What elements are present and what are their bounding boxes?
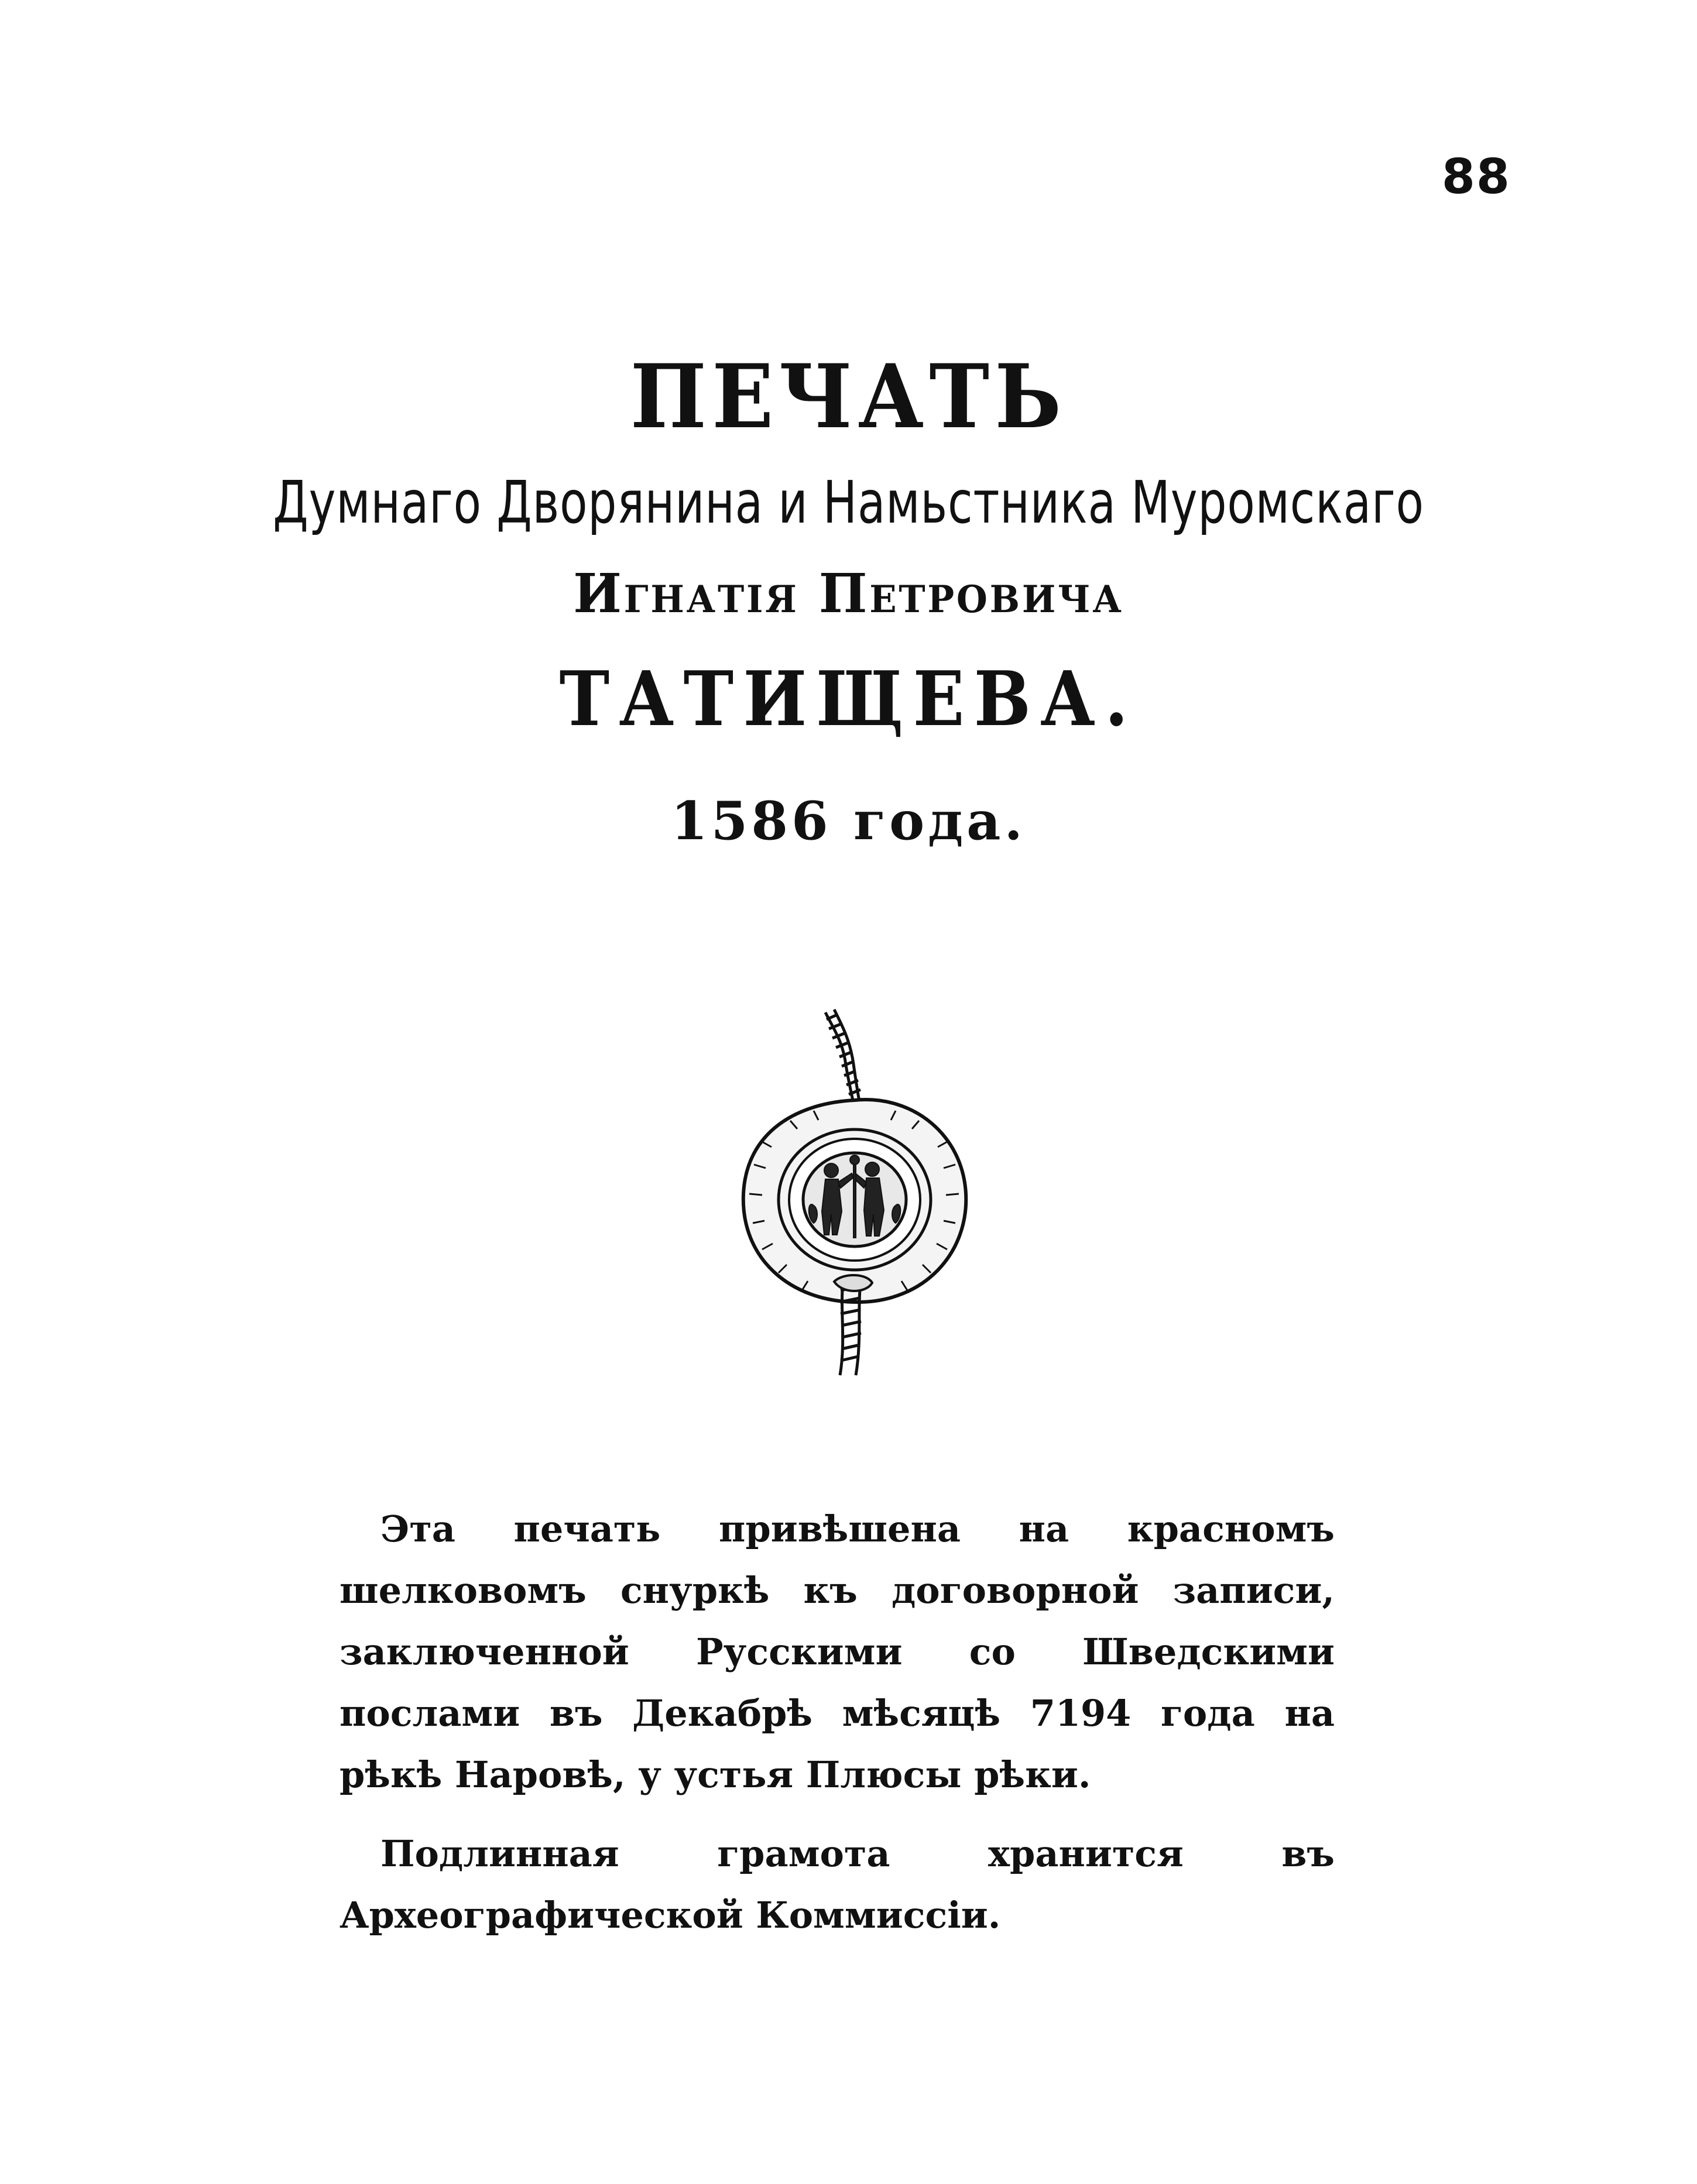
subtitle-rank: Думнаго Дворянина и Намьстника Муромскаго <box>273 468 1424 537</box>
owner-name: Игнатія Петровича <box>573 562 1124 625</box>
description-paragraph-2: Подлинная грамота хранится въ Археографической Коммиссіи. <box>340 1832 1335 1936</box>
wax-seal-with-cord-icon <box>726 1007 983 1381</box>
owner-surname: ТАТИЩЕВА. <box>559 655 1138 743</box>
seal-year: 1586 года. <box>671 790 1026 852</box>
page-number: 88 <box>1441 149 1511 205</box>
description-paragraph-1: Эта печать привѣшена на красномъ шелковомъ снуркѣ къ договорной записи, заключенной Русскими со Шведскими послами въ Декабрѣ мѣсяцѣ 7194 года на рѣкѣ Наровѣ, у устья Плюсы рѣки. <box>340 1507 1335 1796</box>
seal-description <box>340 1498 1335 1963</box>
page-title: ПЕЧАТЬ <box>630 345 1067 448</box>
